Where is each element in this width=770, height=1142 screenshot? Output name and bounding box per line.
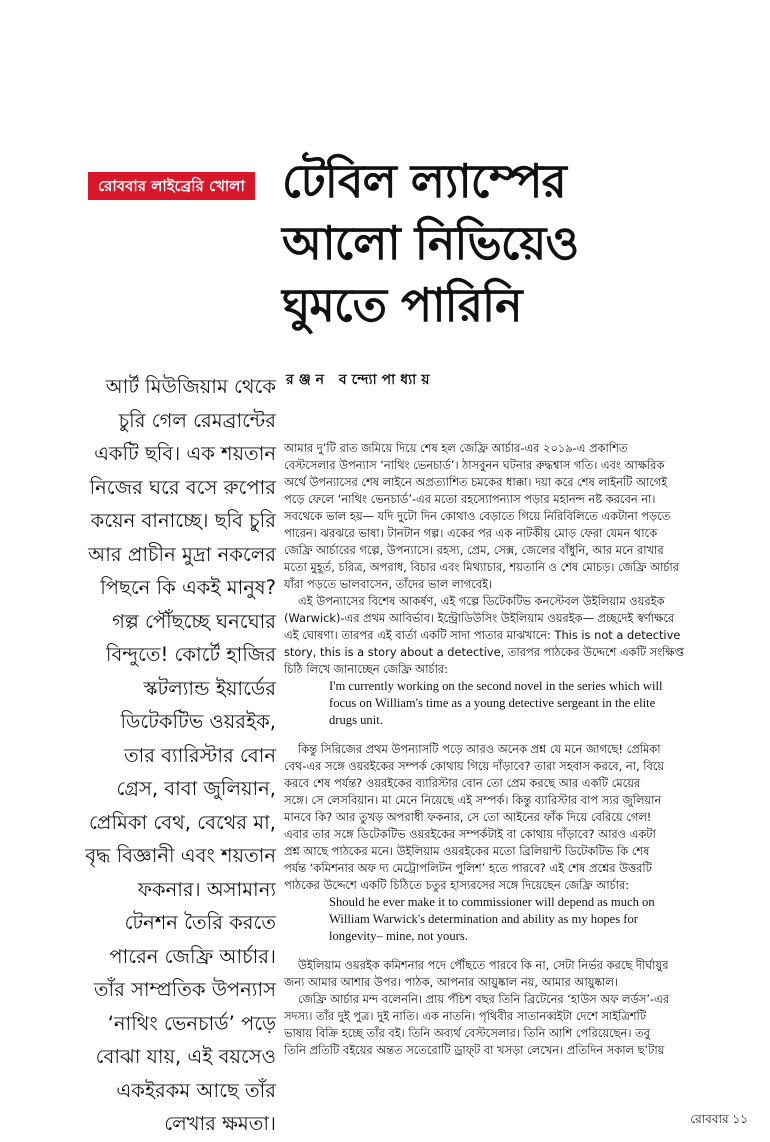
paragraph bbox=[284, 991, 750, 1059]
paragraph bbox=[284, 741, 750, 894]
body-line: প্রশ্ন আছে পাঠকের মনে। উইলিয়াম ওয়রইকের মতো ব্রিলিয়ান্ট ডিটেকটিভ কি শেষ bbox=[284, 844, 650, 858]
body-line: পড়ে ফেলে ‘নাথিং ভেনচার্ড’-এর মতো রহস্যোপন্যাস পড়ার মহানন্দ নষ্ট করবেন না। bbox=[284, 492, 656, 506]
body-line: জেফ্রি আর্চার মন্দ বলেননি। প্রায় পঁচিশ বছর তিনি ব্রিটেনের ‘হাউস অফ লর্ডস’-এর bbox=[298, 992, 670, 1006]
body-line: ভাষায় বিক্রি হচ্ছে তাঁর বই। তিনি অব্যর্থ বেস্টসেলার। তিনি আশি পেরিয়েছেন। তবু bbox=[284, 1026, 650, 1040]
blockquote bbox=[284, 894, 750, 945]
intro-line: লেখার ক্ষমতা। bbox=[164, 1112, 276, 1135]
quote-line: drugs unit. bbox=[329, 713, 383, 727]
page-footer: রোববার ১১ bbox=[690, 1112, 748, 1126]
paragraph bbox=[284, 593, 750, 678]
quote-line: longevity– mine, not yours. bbox=[329, 929, 468, 943]
intro-line: ফকনার। অসামান্য bbox=[137, 877, 276, 901]
headline bbox=[282, 150, 752, 336]
body-line: পারেন। ঝরঝরে ভাষা। টানটান গল্প। একের পর এক নাটকীয় মোড় ফেরা যেমন থাকে bbox=[284, 526, 658, 540]
body-line: কিন্তু সিরিজের প্রথম উপন্যাসটি পড়ে আরও অনেক প্রশ্ন যে মনে জাগছে! প্রেমিকা bbox=[298, 742, 661, 756]
body-line: আমার দু’টি রাত জমিয়ে দিয়ে শেষ হল জেফ্রি আর্চার-এর ২০১৯-এ প্রকাশিত bbox=[284, 441, 628, 455]
intro-line: চুরি গেল রেমব্রান্টের bbox=[118, 408, 276, 432]
body-line: পাঠকের উদ্দেশে একটি চিঠিতে চতুর হাস্যরসের সঙ্গে দিয়েছেন জেফ্রি আর্চার: bbox=[284, 878, 630, 892]
intro-column bbox=[22, 370, 276, 1141]
quote-line: focus on William's time as a young detective sergeant in the elite bbox=[329, 696, 656, 710]
intro-line: তার ব্যারিস্টার বোন bbox=[123, 743, 276, 767]
paragraph bbox=[284, 440, 750, 593]
body-line: অর্থে উপন্যাসের শেষ লাইনে অপ্রত্যাশিত চমকের ধাক্কা। দয়া করে শেষ লাইনটি আগেই bbox=[284, 475, 668, 489]
headline-line: ঘুমতে পারিনি bbox=[282, 278, 522, 332]
intro-line: পারেন জেফ্রি আর্চার। bbox=[109, 944, 276, 968]
body-line: যাঁরা পড়তে ভালবাসেন, তাঁদের ভাল লাগবেই। bbox=[284, 577, 493, 591]
intro-line: পিছনে কি একই মানুষ? bbox=[100, 576, 276, 599]
body-line: এই ঘোষণা। তারপর এই বার্তা একটি সাদা পাতার মাঝখানে: This is not a detective bbox=[284, 628, 681, 642]
body-line: তিনি প্রতিটি বইয়ের অন্তত সতেরোটি ড্রাফ্‌ট বা খসড়া লেখেন। প্রতিদিন সকাল ছ’টায় bbox=[284, 1043, 665, 1057]
body-line: চিঠি লিখে জানাচ্ছেন জেফ্রি আর্চার: bbox=[284, 662, 448, 676]
body-line: সদস্য। তাঁর দুই পুত্র। দুই নাতি। এক নাতনি। পৃথিবীর সাতানব্বইটা দেশে সাইত্রিশটি bbox=[284, 1009, 646, 1023]
intro-line: টেনশন তৈরি করতে bbox=[124, 911, 276, 934]
intro-line: আর্ট মিউজিয়াম থেকে bbox=[105, 375, 276, 398]
body-line: পর্যন্ত ‘কমিশনার অফ দ্য মেট্রোপলিটন পুলিশ’ হতে পারবে? এই শেষ প্রশ্নের উত্তরটি bbox=[284, 861, 652, 875]
intro-line: বিন্দুতে! কোর্টে হাজির bbox=[105, 643, 276, 666]
body-line: করবে শেষ পর্যন্ত? ওয়রইকের ব্যারিস্টার বোন তো প্রেম করছে আর একটি মেয়ের bbox=[284, 776, 641, 790]
intro-line: নিজের ঘরে বসে রুপোর bbox=[89, 475, 276, 499]
body-line: মানবে কি? আর তুখড় অপরাধী ফকনার, সে তো আইনের ফাঁক দিয়ে বেরিয়ে গেল! bbox=[284, 810, 652, 824]
author-byline: রঞ্জন বন্দ্যোপাধ্যায় bbox=[286, 372, 435, 388]
intro-line: ডিটেকটিভ ওয়রইক, bbox=[120, 710, 276, 733]
intro-line: আর প্রাচীন মুদ্রা নকলের bbox=[88, 542, 276, 566]
body-line: সবথেকে ভাল হয়— যদি দুটো দিন কোথাও বেড়াতে গিয়ে নিরিবিলিতে একটানা পড়তে bbox=[284, 509, 671, 523]
intro-line: গ্রেস, বাবা জুলিয়ান, bbox=[116, 777, 276, 800]
intro-line: কয়েন বানাচ্ছে। ছবি চুরি bbox=[90, 509, 276, 532]
body-line: এই উপন্যাসের বিশেষ আকর্ষণ, এই গল্পে ডিটেকটিভ কনস্টেবল উইলিয়াম ওয়রইক bbox=[298, 594, 665, 608]
body-line: মতো মুহূর্ত, চরিত্র, অপরাধ, বিচার এবং মিথ্যাচার, শয়তানি ও শেষ মোচড়। জেফ্রি আর্চার bbox=[284, 560, 679, 574]
headline-line: টেবিল ল্যাম্পের bbox=[282, 154, 566, 208]
intro-line: ‘নাথিং ভেনচার্ড’ পড়ে bbox=[107, 1011, 276, 1035]
body-line: জেফ্রি আর্চারের গল্পে, উপন্যাসে। রহস্য, প্রেম, সেক্স, জেলের বাঁধুনি, আর মনে রাখার bbox=[284, 543, 664, 557]
body-line: বেস্টসেলার উপন্যাস ‘নাথিং ভেনচার্ড’। ঠাসবুনন ঘটনার রুদ্ধশ্বাস গতি। এবং আক্ষরিক bbox=[284, 458, 665, 472]
quote-line: William Warwick's determination and ability as my hopes for bbox=[329, 912, 638, 926]
intro-line: একইরকম আছে তাঁর bbox=[116, 1078, 276, 1102]
blockquote bbox=[284, 678, 750, 729]
intro-line: বৃদ্ধ বিজ্ঞানী এবং শয়তান bbox=[85, 844, 276, 867]
body-line: জন্য আমার আশার উপর। পাঠক, আপনার আয়ুষ্কাল নয়, আমার আয়ুষ্কাল। bbox=[284, 975, 618, 989]
quote-line: I'm currently working on the second novel in the series which will bbox=[329, 679, 663, 693]
intro-line: গল্প পৌঁছচ্ছে ঘনঘোর bbox=[112, 609, 276, 633]
section-label: রোববার লাইব্রেরি খোলা bbox=[88, 172, 255, 200]
body-line: উইলিয়াম ওয়রইক কমিশনার পদে পৌঁছতে পারবে কি না, সেটা নির্ভর করছে দীর্ঘায়ুর bbox=[298, 958, 669, 972]
quote-line: Should he ever make it to commissioner will depend as much on bbox=[329, 895, 655, 909]
intro-line: প্রেমিকা বেথ, বেথের মা, bbox=[89, 810, 276, 834]
headline-line: আলো নিভিয়েও bbox=[282, 216, 579, 270]
article-body bbox=[284, 440, 750, 1059]
intro-line: একটি ছবি। এক শয়তান bbox=[94, 442, 276, 465]
paragraph bbox=[284, 957, 750, 991]
intro-line: তাঁর সাম্প্রতিক উপন্যাস bbox=[93, 978, 276, 1001]
body-line: story, this is a story about a detective, তারপর পাঠকের উদ্দেশে একটি সংক্ষিপ্ত bbox=[284, 645, 684, 659]
intro-line: স্কটল্যান্ড ইয়ার্ডের bbox=[143, 676, 276, 700]
body-line: সঙ্গে। সে লেসবিয়ান। মা মেনে নিয়েছে এই সম্পর্ক। কিন্তু ব্যারিস্টার বাপ স্যর জুলিয়ান bbox=[284, 793, 662, 807]
body-line: এবার তার সঙ্গে ডিটেকটিভ ওয়রইকের সম্পর্কটাই বা কোথায় দাঁড়াবে? আরও একটা bbox=[284, 827, 656, 841]
intro-line: বোঝা যায়, এই বয়সেও bbox=[95, 1045, 276, 1068]
body-line: বেথ-এর সঙ্গে ওয়রইকের সম্পর্ক কোথায় গিয়ে দাঁড়াবে? তারা সহবাস করবে, না, বিয়ে bbox=[284, 759, 665, 773]
body-line: (Warwick)-এর প্রথম আবির্ভাব। ইন্ট্রোডিউসিং উইলিয়াম ওয়রইক— প্রচ্ছদেই স্বর্ণাক্ষরে bbox=[284, 611, 675, 625]
